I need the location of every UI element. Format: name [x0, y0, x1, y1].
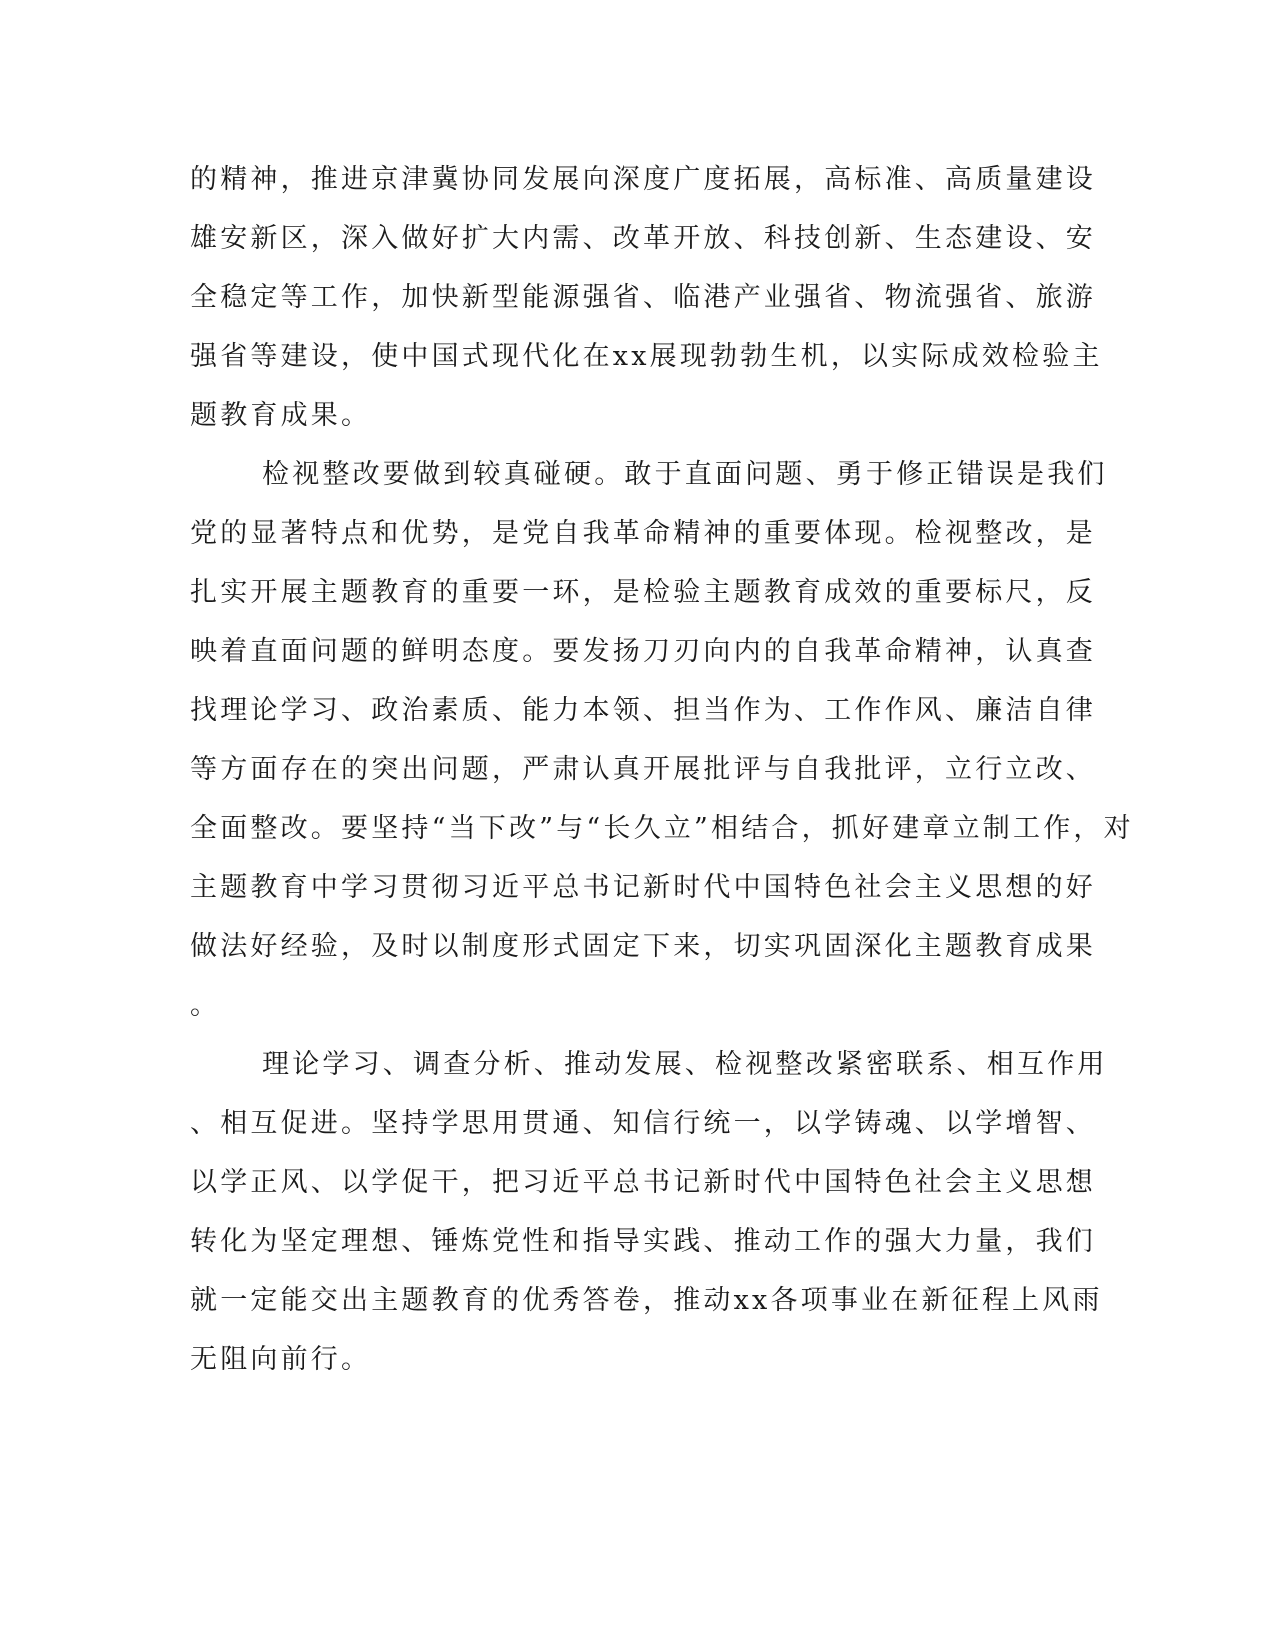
text-line: 转化为坚定理想、锤炼党性和指导实践、推动工作的强大力量，我们	[190, 1226, 1096, 1257]
text-line: 无阻向前行。	[190, 1344, 372, 1375]
text-line: 就一定能交出主题教育的优秀答卷，推动xx各项事业在新征程上风雨	[190, 1285, 1103, 1316]
text-line: 做法好经验，及时以制度形式固定下来，切实巩固深化主题教育成果	[190, 931, 1096, 962]
text-line: 以学正风、以学促干，把习近平总书记新时代中国特色社会主义思想	[190, 1167, 1096, 1198]
text-line: 的精神，推进京津冀协同发展向深度广度拓展，高标准、高质量建设	[190, 164, 1096, 195]
text-line: 等方面存在的突出问题，严肃认真开展批评与自我批评，立行立改、	[190, 754, 1096, 785]
paragraph-first-line: 检视整改要做到较真碰硬。敢于直面问题、勇于修正错误是我们	[262, 459, 1108, 490]
text-line: 全面整改。要坚持“当下改”与“长久立”相结合，抓好建章立制工作，对	[190, 813, 1134, 844]
text-line: 、相互促进。坚持学思用贯通、知信行统一，以学铸魂、以学增智、	[190, 1108, 1096, 1139]
text-line: 映着直面问题的鲜明态度。要发扬刀刃向内的自我革命精神，认真查	[190, 636, 1096, 667]
text-line: 党的显著特点和优势，是党自我革命精神的重要体现。检视整改，是	[190, 518, 1096, 549]
text-line: 找理论学习、政治素质、能力本领、担当作为、工作作风、廉洁自律	[190, 695, 1096, 726]
text-line: 。	[190, 990, 221, 1021]
text-line: 全稳定等工作，加快新型能源强省、临港产业强省、物流强省、旅游	[190, 282, 1096, 313]
text-line: 题教育成果。	[190, 400, 372, 431]
paragraph-first-line: 理论学习、调查分析、推动发展、检视整改紧密联系、相互作用	[262, 1049, 1108, 1080]
text-line: 扎实开展主题教育的重要一环，是检验主题教育成效的重要标尺，反	[190, 577, 1096, 608]
text-line: 雄安新区，深入做好扩大内需、改革开放、科技创新、生态建设、安	[190, 223, 1096, 254]
text-line: 主题教育中学习贯彻习近平总书记新时代中国特色社会主义思想的好	[190, 872, 1096, 903]
text-line: 强省等建设，使中国式现代化在xx展现勃勃生机，以实际成效检验主	[190, 341, 1103, 372]
